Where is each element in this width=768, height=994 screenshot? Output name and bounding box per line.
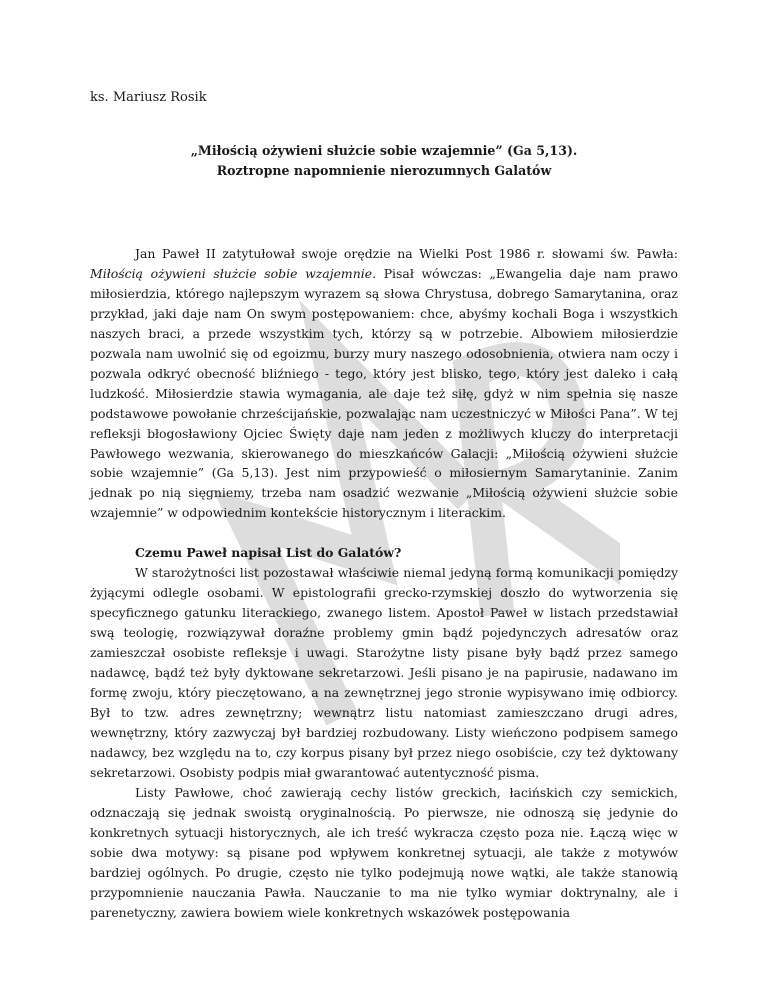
- document-body: [90, 244, 678, 922]
- paragraph-2: W starożytności list pozostawał właściwie niemal jedyną formą komunikacji pomiędzy żyjącymi odlegle osobami. W epistolografii grecko-rzymskiej doszło do wytworzenia się specyficznego gatunku literackiego, zwanego listem. Apostoł Paweł w listach przedstawiał swą teologię, rozwiązywał doraźne problemy gmin bądź pojedynczych adresatów oraz zamieszczał osobiste refleksje i uwagi. Starożytne listy pisane były bądź przez samego nadawcę, bądź też były dyktowane sekretarzowi. Jeśli pisano je na papirusie, nadawano im formę zwoju, który pieczętowano, a na zewnętrznej jego stronie wypisywano imię odbiorcy. Był to tzw. adres zewnętrzny; wewnątrz listu natomiast zamieszczano drugi adres, wewnętrzny, który zazwyczaj był bardziej rozbudowany. Listy wieńczono podpisem samego nadawcy, bez względu na to, czy korpus pisany był przez niego osobiście, czy też dyktowany sekretarzowi. Osobisty podpis miał gwarantować autentyczność pisma.: [90, 565, 678, 780]
- section-heading: Czemu Paweł napisał List do Galatów?: [135, 545, 402, 561]
- intro-lead: Jan Paweł II zatytułował swoje orędzie na Wielki Post 1986 r. słowami św. Pawła:: [135, 246, 678, 261]
- intro-paragraph: [90, 244, 678, 523]
- title-line-1: „Miłością ożywieni służcie sobie wzajemnie” (Ga 5,13).: [190, 143, 578, 158]
- document-title: [90, 141, 678, 181]
- title-line-2: Roztropne napomnienie nierozumnych Galatów: [216, 163, 552, 178]
- author-name: ks. Mariusz Rosik: [90, 90, 207, 105]
- intro-italic-quote: Miłością ożywieni służcie sobie wzajemnie.: [90, 265, 377, 281]
- intro-rest: Pisał wówczas: „Ewangelia daje nam prawo miłosierdzia, którego najlepszym wyrazem są słowa Chrystusa, dobrego Samarytanina, oraz przykład, jaki daje nam On swym postępowaniem: chce, abyśmy kochali Boga i wszystkich naszych braci, a przede wszystkim tych, którzy są w potrzebie. Albowiem miłosierdzie pozwala nam uwolnić się od egoizmu, burzy mury naszego odosobnienia, otwiera nam oczy i pozwala odkryć obecność bliźniego - tego, który jest blisko, tego, który jest daleko i całą ludzkość. Miłosierdzie stawia wymagania, ale daje też siłę, gdyż w nim spełnia się nasze podstawowe powołanie chrześcijańskie, pozwalając nam uczestniczyć w Miłości Pana”. W tej refleksji błogosławiony Ojciec Święty daje nam jeden z możliwych kluczy do interpretacji Pawłowego wezwania, skierowanego do mieszkańców Galacji: „Miłością ożywieni służcie sobie wzajemnie” (Ga 5,13). Jest nim przypowieść o miłosiernym Samarytaninie. Zanim jednak po nią sięgniemy, trzeba nam osadzić wezwanie „Miłością ożywieni służcie sobie wzajemnie” w odpowiednim kontekście historycznym i literackim.: [90, 265, 678, 521]
- paragraph-3: Listy Pawłowe, choć zawierają cechy listów greckich, łacińskich czy semickich, odznaczają się jednak swoistą oryginalnością. Po pierwsze, nie odnoszą się jedynie do konkretnych sytuacji historycznych, ale ich treść wykracza często poza nie. Łączą więc w sobie dwa motywy: są pisane pod wpływem konkretnej sytuacji, ale także z motywów bardziej ogólnych. Po drugie, często nie tylko podejmują nowe wątki, ale także stanowią przypomnienie nauczania Pawła. Nauczanie to ma nie tylko wymiar doktrynalny, ale i parenetyczny, zawiera bowiem wiele konkretnych wskazówek postępowania: [90, 784, 678, 920]
